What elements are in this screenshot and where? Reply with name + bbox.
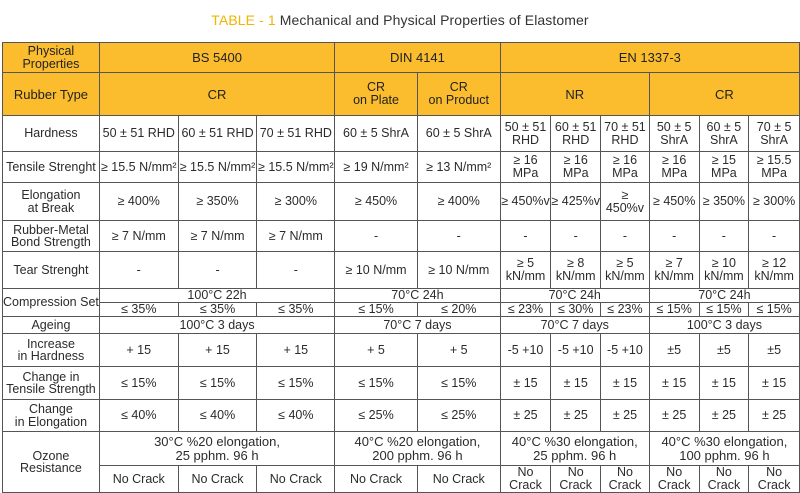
cell-value: ≤ 20% bbox=[441, 302, 477, 316]
table-cell bbox=[178, 400, 257, 432]
cell-value: -5 +10 bbox=[507, 342, 544, 357]
ageing-row bbox=[3, 317, 800, 334]
cell-value: 50 ± 5 ShrA bbox=[656, 119, 692, 147]
table-cell bbox=[257, 152, 335, 183]
din4141-header: DIN 4141 bbox=[335, 43, 500, 73]
table-cell bbox=[178, 183, 257, 221]
table-cell bbox=[699, 221, 749, 252]
cell-value: ≥ 450%v bbox=[501, 194, 550, 208]
table-cell bbox=[551, 252, 601, 289]
bond-label-text: Rubber-Metal Bond Strength bbox=[10, 222, 91, 249]
cell-value: ≤ 35% bbox=[278, 302, 314, 316]
cell-value: 50 ± 51 RHD bbox=[504, 119, 547, 147]
table-cell bbox=[601, 152, 650, 183]
cell-value: -5 +10 bbox=[557, 342, 594, 357]
table-cell bbox=[257, 116, 335, 152]
table-cell bbox=[649, 334, 699, 367]
cell-value: + 15 bbox=[283, 342, 309, 357]
cell-value: 60 ± 5 ShrA bbox=[425, 126, 492, 140]
ozone-resistance-text: Ozone Resistance bbox=[20, 448, 82, 475]
table-cell bbox=[649, 183, 699, 221]
cell-value: ≤ 25% bbox=[358, 408, 394, 422]
inc-hardness-label bbox=[3, 334, 100, 367]
cell-value: - bbox=[523, 228, 528, 243]
table-cell bbox=[99, 367, 178, 400]
cell-value: ≥ 5 kN/mm bbox=[505, 256, 546, 283]
table-cell bbox=[335, 183, 418, 221]
table-cell bbox=[500, 152, 551, 183]
elongation-label-text: Elongation at Break bbox=[21, 188, 81, 215]
cell-value: ± 15 bbox=[563, 375, 588, 390]
table-row bbox=[3, 400, 800, 432]
cell-value: No Crack bbox=[608, 465, 642, 492]
hardness-label-text: Hardness bbox=[24, 126, 78, 141]
cell-value: - bbox=[293, 262, 298, 277]
table-cell bbox=[335, 400, 418, 432]
table-cell bbox=[99, 221, 178, 252]
tensile-label-text: Tensile Strenght bbox=[6, 159, 96, 174]
ozone-resistance-label bbox=[3, 432, 100, 493]
table-cell bbox=[601, 334, 650, 367]
cell-value: ≥ 13 N/mm² bbox=[426, 159, 492, 174]
ozone-condition-en-cr bbox=[649, 432, 799, 466]
table-row bbox=[3, 152, 800, 183]
cell-value: ≥ 300% bbox=[274, 194, 317, 208]
cell-value: ≤ 35% bbox=[199, 302, 236, 316]
chg-tensile-label-text: Change in Tensile Strength bbox=[6, 369, 96, 396]
table-cell bbox=[417, 252, 500, 289]
cell-value: ≥ 450%v bbox=[605, 187, 645, 215]
table-row bbox=[3, 334, 800, 367]
cell-value: ≥ 400% bbox=[117, 194, 160, 208]
cell-value: ≥ 16 MPa bbox=[562, 153, 589, 180]
chg-elong-label-text: Change in Elongation bbox=[14, 402, 88, 429]
cell-value: ±5 bbox=[767, 342, 782, 357]
ozone-condition-en-cr-text: 40°C %30 elongation, 100 pphm. 96 h bbox=[661, 433, 788, 463]
table-cell bbox=[257, 183, 335, 221]
cell-value: 60 ± 5 ShrA bbox=[343, 126, 409, 140]
ozone-conditions-row bbox=[3, 432, 800, 466]
rubber-type-din-plate bbox=[335, 73, 418, 116]
ozone-condition-en-nr-text: 40°C %30 elongation, 25 pphm. 96 h bbox=[511, 433, 638, 463]
elongation-label bbox=[3, 183, 100, 221]
ageing-condition-bs: 100°C 3 days bbox=[99, 317, 334, 334]
table-cell bbox=[335, 466, 418, 493]
header-row bbox=[3, 43, 800, 73]
table-cell bbox=[178, 252, 257, 289]
cell-value: ± 15 bbox=[662, 375, 687, 390]
cell-value: ≤ 15% bbox=[278, 375, 314, 390]
table-cell bbox=[749, 303, 800, 317]
cell-value: ≥ 15.5 MPa bbox=[756, 153, 792, 180]
cell-value: + 5 bbox=[449, 342, 468, 357]
cell-value: ≥ 8 kN/mm bbox=[555, 256, 596, 283]
table-cell bbox=[551, 152, 601, 183]
cell-value: - bbox=[136, 262, 141, 277]
table-cell bbox=[257, 303, 335, 317]
cell-value: ≥ 7 N/mm bbox=[111, 228, 166, 243]
cell-value: ≤ 15% bbox=[199, 375, 236, 390]
table-cell bbox=[601, 303, 650, 317]
cell-value: ± 25 bbox=[711, 408, 737, 422]
cell-value: No Crack bbox=[432, 471, 485, 486]
cell-value: ≤ 15% bbox=[706, 302, 742, 316]
ozone-condition-bs bbox=[99, 432, 334, 466]
table-cell bbox=[749, 183, 800, 221]
table-cell bbox=[749, 221, 800, 252]
cell-value: ≥ 5 kN/mm bbox=[605, 256, 645, 283]
cell-value: ≥ 15 MPa bbox=[711, 153, 737, 180]
rubber-type-din-product bbox=[417, 73, 500, 116]
rubber-type-bs: CR bbox=[99, 73, 334, 116]
ageing-condition-din: 70°C 7 days bbox=[335, 317, 500, 334]
cell-value: ≥ 19 N/mm² bbox=[343, 159, 409, 174]
cell-value: - bbox=[622, 228, 628, 243]
cell-value: No Crack bbox=[509, 465, 542, 492]
table-cell bbox=[335, 367, 418, 400]
cell-value: ≥ 450% bbox=[354, 194, 398, 208]
table-cell bbox=[699, 334, 749, 367]
table-cell bbox=[551, 367, 601, 400]
table-number: TABLE - 1 bbox=[211, 12, 276, 28]
table-cell bbox=[417, 183, 500, 221]
table-cell bbox=[417, 367, 500, 400]
cell-value: 60 ± 51 RHD bbox=[181, 126, 254, 140]
table-cell bbox=[335, 252, 418, 289]
table-cell bbox=[699, 252, 749, 289]
table-cell bbox=[99, 303, 178, 317]
table-cell bbox=[699, 400, 749, 432]
table-row bbox=[3, 252, 800, 289]
bond-label bbox=[3, 221, 100, 252]
cell-value: ± 15 bbox=[711, 375, 737, 390]
table-cell bbox=[500, 466, 551, 493]
cell-value: ≥ 7 N/mm bbox=[190, 228, 245, 243]
cell-value: ± 15 bbox=[513, 375, 538, 390]
table-cell bbox=[417, 116, 500, 152]
cell-value: ≤ 35% bbox=[121, 302, 157, 316]
table-cell bbox=[417, 303, 500, 317]
table-cell bbox=[699, 183, 749, 221]
table-cell bbox=[601, 221, 650, 252]
ozone-condition-en-nr bbox=[500, 432, 649, 466]
cell-value: ± 25 bbox=[762, 408, 787, 422]
table-cell bbox=[257, 334, 335, 367]
table-cell bbox=[500, 334, 551, 367]
cell-value: ≤ 15% bbox=[441, 375, 477, 390]
rubber-type-label: Rubber Type bbox=[3, 73, 100, 116]
properties-table bbox=[2, 42, 800, 493]
cell-value: ≥ 350% bbox=[702, 194, 746, 208]
cell-value: No Crack bbox=[269, 471, 322, 486]
table-cell bbox=[335, 334, 418, 367]
compression-condition-en-cr: 70°C 24h bbox=[649, 289, 799, 303]
cell-value: ≥ 10 kN/mm bbox=[704, 256, 744, 283]
cell-value: - bbox=[721, 228, 726, 243]
table-cell bbox=[551, 183, 601, 221]
cell-value: ≥ 300% bbox=[752, 194, 796, 208]
cell-value: ≤ 15% bbox=[358, 375, 394, 390]
table-cell bbox=[500, 400, 551, 432]
table-cell bbox=[749, 116, 800, 152]
cell-value: ≥ 350% bbox=[196, 194, 239, 208]
table-row bbox=[3, 367, 800, 400]
cell-value: + 15 bbox=[126, 342, 152, 357]
cell-value: ≥ 450% bbox=[653, 194, 696, 208]
table-cell bbox=[601, 400, 650, 432]
table-cell bbox=[601, 252, 650, 289]
physical-properties-text: Physical Properties bbox=[22, 44, 80, 71]
table-cell bbox=[99, 183, 178, 221]
table-cell bbox=[178, 303, 257, 317]
cell-value: No Crack bbox=[707, 465, 741, 492]
rubber-type-row bbox=[3, 73, 800, 116]
cell-value: 60 ± 51 RHD bbox=[554, 119, 597, 147]
cell-value: ≤ 23% bbox=[607, 302, 643, 316]
cell-value: 70 ± 51 RHD bbox=[259, 126, 332, 140]
table-cell bbox=[178, 152, 257, 183]
table-cell bbox=[417, 466, 500, 493]
cell-value: No Crack bbox=[349, 471, 403, 486]
cell-value: ≥ 12 kN/mm bbox=[754, 256, 794, 283]
tensile-label bbox=[3, 152, 100, 183]
table-cell bbox=[551, 466, 601, 493]
table-cell bbox=[699, 303, 749, 317]
cell-value: ≤ 40% bbox=[199, 408, 236, 422]
table-cell bbox=[500, 116, 551, 152]
table-caption: Mechanical and Physical Properties of Elastomer bbox=[279, 12, 589, 28]
table-cell bbox=[749, 334, 800, 367]
cell-value: ≥ 15.5 N/mm² bbox=[100, 159, 177, 174]
table-cell bbox=[500, 303, 551, 317]
cell-value: No Crack bbox=[757, 465, 791, 492]
cell-value: + 15 bbox=[205, 342, 230, 357]
table-cell bbox=[699, 116, 749, 152]
table-cell bbox=[417, 400, 500, 432]
ageing-condition-en-nr: 70°C 7 days bbox=[500, 317, 649, 334]
table-cell bbox=[178, 466, 257, 493]
cell-value: 70 ± 51 RHD bbox=[604, 119, 646, 147]
cell-value: ≤ 15% bbox=[358, 302, 394, 316]
compression-condition-en-nr: 70°C 24h bbox=[500, 289, 649, 303]
table-cell bbox=[257, 400, 335, 432]
table-cell bbox=[178, 367, 257, 400]
table-cell bbox=[99, 400, 178, 432]
cell-value: ≥ 16 MPa bbox=[612, 153, 638, 180]
table-title bbox=[0, 12, 800, 28]
bs5400-header: BS 5400 bbox=[99, 43, 334, 73]
cell-value: ± 15 bbox=[612, 375, 638, 390]
table-cell bbox=[749, 466, 800, 493]
cell-value: ≤ 23% bbox=[507, 302, 544, 316]
table-row bbox=[3, 303, 800, 317]
cell-value: ≤ 30% bbox=[558, 302, 594, 316]
chg-elong-label bbox=[3, 400, 100, 432]
ozone-condition-din-text: 40°C %20 elongation, 200 pphm. 96 h bbox=[354, 433, 481, 463]
cell-value: - bbox=[772, 228, 777, 243]
cell-value: 60 ± 5 ShrA bbox=[706, 119, 742, 147]
cell-value: 70 ± 5 ShrA bbox=[756, 119, 792, 147]
table-cell bbox=[99, 152, 178, 183]
tear-label bbox=[3, 252, 100, 289]
table-cell bbox=[551, 400, 601, 432]
tear-label-text: Tear Strenght bbox=[13, 262, 89, 277]
table-cell bbox=[178, 221, 257, 252]
rubber-type-en-cr: CR bbox=[649, 73, 799, 116]
cell-value: ≥ 10 N/mm bbox=[428, 262, 490, 277]
cell-value: No Crack bbox=[191, 471, 244, 486]
cell-value: ≤ 40% bbox=[121, 408, 157, 422]
table-cell bbox=[649, 466, 699, 493]
table-cell bbox=[649, 303, 699, 317]
cell-value: - bbox=[672, 228, 677, 243]
cell-value: ±5 bbox=[667, 342, 682, 357]
cell-value: ± 15 bbox=[762, 375, 787, 390]
cell-value: ± 25 bbox=[612, 408, 638, 422]
table-cell bbox=[601, 466, 650, 493]
table-cell bbox=[417, 152, 500, 183]
table-row bbox=[3, 116, 800, 152]
cell-value: ≤ 15% bbox=[121, 375, 157, 390]
cell-value: -5 +10 bbox=[607, 342, 643, 357]
table-cell bbox=[99, 334, 178, 367]
table-cell bbox=[649, 367, 699, 400]
table-cell bbox=[335, 303, 418, 317]
table-cell bbox=[500, 252, 551, 289]
table-cell bbox=[257, 252, 335, 289]
cell-value: No Crack bbox=[112, 471, 165, 486]
table-cell bbox=[699, 466, 749, 493]
table-cell bbox=[601, 183, 650, 221]
table-cell bbox=[417, 221, 500, 252]
table-cell bbox=[649, 116, 699, 152]
table-cell bbox=[749, 252, 800, 289]
chg-tensile-label bbox=[3, 367, 100, 400]
ozone-condition-bs-text: 30°C %20 elongation, 25 pphm. 96 h bbox=[154, 433, 280, 463]
cell-value: ≥ 425%v bbox=[551, 194, 600, 208]
cell-value: No Crack bbox=[657, 465, 691, 492]
table-cell bbox=[178, 334, 257, 367]
table-cell bbox=[335, 152, 418, 183]
table-cell bbox=[335, 116, 418, 152]
table-cell bbox=[699, 367, 749, 400]
cell-value: No Crack bbox=[559, 465, 593, 492]
table-cell bbox=[649, 221, 699, 252]
cell-value: + 5 bbox=[367, 342, 385, 357]
table-cell bbox=[699, 152, 749, 183]
cell-value: ≤ 15% bbox=[656, 302, 692, 316]
compression-set-label: Compression Set bbox=[3, 289, 100, 317]
cell-value: ≥ 15.5 N/mm² bbox=[257, 159, 334, 174]
ageing-label: Ageing bbox=[3, 317, 100, 334]
table-row bbox=[3, 221, 800, 252]
table-row bbox=[3, 466, 800, 493]
inc-hardness-label-text: Increase in Hardness bbox=[17, 336, 85, 363]
table-cell bbox=[257, 466, 335, 493]
table-cell bbox=[99, 466, 178, 493]
table-cell bbox=[99, 116, 178, 152]
cell-value: - bbox=[456, 228, 461, 243]
table-cell bbox=[649, 252, 699, 289]
cell-value: ± 25 bbox=[662, 408, 687, 422]
table-cell bbox=[551, 303, 601, 317]
en1337-header: EN 1337-3 bbox=[500, 43, 799, 73]
cell-value: 50 ± 51 RHD bbox=[102, 126, 175, 140]
table-cell bbox=[500, 183, 551, 221]
ozone-condition-din bbox=[335, 432, 500, 466]
table-cell bbox=[601, 116, 650, 152]
table-cell bbox=[551, 334, 601, 367]
cell-value: - bbox=[373, 228, 379, 243]
hardness-label bbox=[3, 116, 100, 152]
table-cell bbox=[551, 221, 601, 252]
cell-value: ≤ 15% bbox=[756, 302, 792, 316]
compression-conditions-row bbox=[3, 289, 800, 303]
cell-value: ± 25 bbox=[513, 408, 538, 422]
compression-condition-din: 70°C 24h bbox=[335, 289, 500, 303]
table-cell bbox=[649, 152, 699, 183]
rubber-type-din-plate-text: CR on Plate bbox=[353, 80, 399, 107]
table-row bbox=[3, 183, 800, 221]
cell-value: ≥ 15.5 N/mm² bbox=[179, 159, 256, 174]
rubber-type-en-nr: NR bbox=[500, 73, 649, 116]
cell-value: ±5 bbox=[716, 342, 731, 357]
table-cell bbox=[749, 367, 800, 400]
table-cell bbox=[601, 367, 650, 400]
cell-value: ≥ 7 N/mm bbox=[268, 228, 323, 243]
table-cell bbox=[257, 221, 335, 252]
table-cell bbox=[551, 116, 601, 152]
table-cell bbox=[178, 116, 257, 152]
table-cell bbox=[257, 367, 335, 400]
table-cell bbox=[749, 400, 800, 432]
cell-value: - bbox=[215, 262, 220, 277]
table-cell bbox=[749, 152, 800, 183]
ageing-condition-en-cr: 100°C 3 days bbox=[649, 317, 799, 334]
cell-value: ≤ 25% bbox=[441, 408, 477, 422]
cell-value: - bbox=[573, 228, 578, 243]
table-cell bbox=[417, 334, 500, 367]
compression-condition-bs: 100°C 22h bbox=[99, 289, 334, 303]
cell-value: ≥ 10 N/mm bbox=[345, 262, 407, 277]
cell-value: ≥ 7 kN/mm bbox=[654, 256, 694, 283]
cell-value: ≥ 16 MPa bbox=[661, 153, 688, 180]
cell-value: ≥ 16 MPa bbox=[512, 153, 539, 180]
rubber-type-din-product-text: CR on Product bbox=[428, 80, 489, 107]
table-cell bbox=[335, 221, 418, 252]
cell-value: ≥ 400% bbox=[437, 194, 480, 208]
table-cell bbox=[99, 252, 178, 289]
cell-value: ± 25 bbox=[563, 408, 588, 422]
table-cell bbox=[649, 400, 699, 432]
table-cell bbox=[500, 221, 551, 252]
table-cell bbox=[500, 367, 551, 400]
physical-properties-header bbox=[3, 43, 100, 73]
cell-value: ≤ 40% bbox=[278, 408, 314, 422]
